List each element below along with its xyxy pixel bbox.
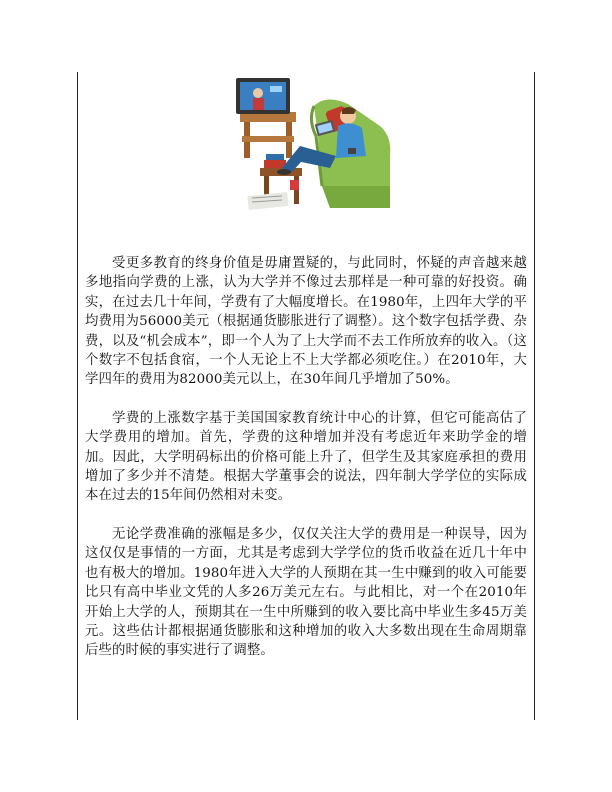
right-margin-rule: [534, 72, 535, 720]
paragraph-2: 学费的上涨数字基于美国国家教育统计中心的计算，但它可能高估了大学费用的增加。首先，学费的这种增加并没有考虑近年来助学金的增加。因此，大学明码标出的价格可能上升了，但学生及其家庭承担的费用增加了多少并不清楚。根据大学董事会的说法，四年制大学学位的实际成本在过去的15年间仍然相对未变。: [85, 410, 527, 504]
paragraph-3: 无论学费准确的涨幅是多少，仅仅关注大学的费用是一种误导，因为这仅仅是事情的一方面，尤其是考虑到大学学位的货币收益在近几十年中也有极大的增加。1980年进入大学的人预期在其一生中赚到的收入可能要比只有高中毕业文凭的人多26万美元左右。与此相比，对一个在2010年开始上大学的人，预期其在一生中所赚到的收入要比高中毕业生多45万美元。这些估计都根据通货膨胀和这种增加的收入大多数出现在生命周期靠后些的时候的事实进行了调整。: [85, 526, 527, 659]
left-margin-rule: [77, 72, 78, 720]
paragraph-1: 受更多教育的终身价值是毋庸置疑的，与此同时，怀疑的声音越来越多地指向学费的上涨，认为大学并不像过去那样是一种可靠的好投资。确实，在过去几十年间，学费有了大幅度增长。在1980年，上四年大学的平均费用为56000美元（根据通货膨胀进行了调整）。这个数字包括学费、杂费，以及“机会成本”，即一个人为了上大学而不去工作所放弃的收入。（这个数字不包括食宿，一个人无论上不上大学都必须吃住。）在2010年，大学四年的费用为82000美元以上，在30年间几乎增加了50%。: [85, 256, 527, 388]
article-body: [85, 254, 527, 680]
person-on-couch-illustration: [230, 76, 400, 226]
